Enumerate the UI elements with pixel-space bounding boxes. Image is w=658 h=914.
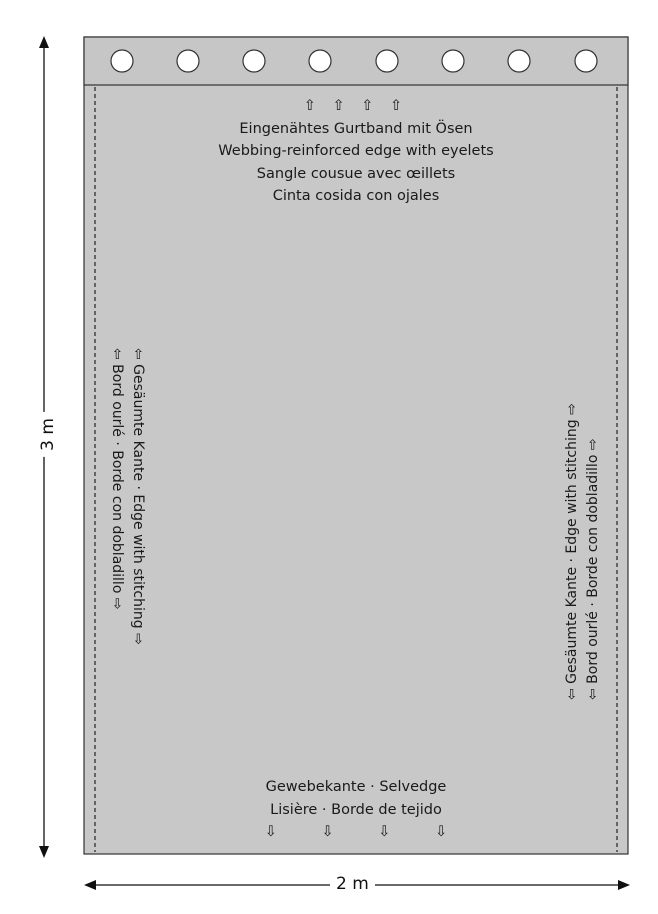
left-label-line1: ⇦ Gesäumte Kante · Edge with stitching ⇨ [130, 348, 146, 645]
top-label-de: Eingenähtes Gurtband mit Ösen [239, 120, 473, 137]
left-edge-label [106, 348, 148, 645]
eyelet [575, 50, 597, 72]
right-label-line1: ⇦ Gesäumte Kante · Edge with stitching ⇨ [564, 403, 580, 700]
eyelet [508, 50, 530, 72]
width-dimension-label: 2 m [330, 876, 375, 893]
height-arrow-top [39, 36, 49, 48]
down-arrows: ⇩ ⇩ ⇩ ⇩ [264, 824, 468, 840]
bottom-label-line1: Gewebekante · Selvedge [265, 779, 447, 795]
width-arrow-left [84, 880, 96, 890]
bottom-label-line2: Lisière · Borde de tejido [270, 801, 442, 818]
top-label-en: Webbing-reinforced edge with eyelets [218, 143, 494, 159]
height-arrow-bottom [39, 846, 49, 858]
right-edge-label [562, 403, 604, 700]
top-edge-label [84, 95, 628, 208]
eyelet [177, 50, 199, 72]
bottom-edge-label [84, 776, 628, 844]
eyelet [442, 50, 464, 72]
eyelet [309, 50, 331, 72]
height-dimension-label: 3 m [40, 412, 57, 457]
top-label-es: Cinta cosida con ojales [272, 188, 440, 204]
right-label-line2: ⇦ Bord ourlé · Borde con dobladillo ⇨ [585, 438, 601, 700]
eyelet [376, 50, 398, 72]
eyelet [243, 50, 265, 72]
up-arrows: ⇧ ⇧ ⇧ ⇧ [303, 98, 409, 114]
header-band [84, 37, 628, 85]
width-arrow-right [618, 880, 630, 890]
top-label-fr: Sangle cousue avec œillets [256, 165, 456, 182]
eyelet [111, 50, 133, 72]
left-label-line2: ⇦ Bord ourlé · Borde con dobladillo ⇨ [109, 348, 125, 610]
